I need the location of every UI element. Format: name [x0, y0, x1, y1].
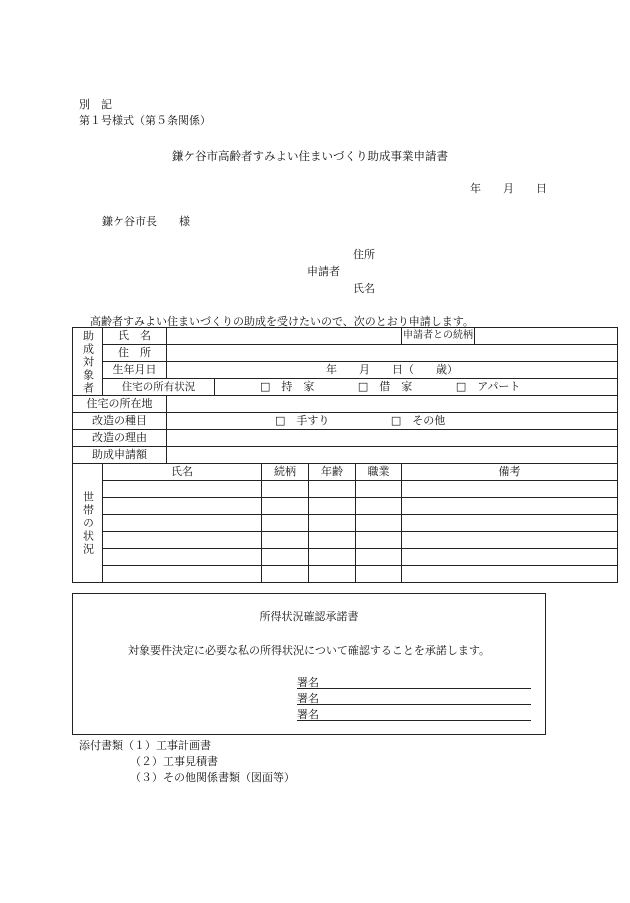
- table-row: [73, 549, 618, 566]
- relation-field[interactable]: [475, 328, 618, 345]
- household-col-relation: 続柄: [262, 464, 309, 481]
- table-row: [73, 515, 618, 532]
- location-label: 住宅の所在地: [73, 396, 167, 413]
- addressee: 鎌ケ谷市長 様: [102, 215, 190, 228]
- attachment-item-3: （３）その他関係書類（図面等）: [130, 771, 295, 784]
- form-number: 第１号様式（第５条関係）: [79, 114, 211, 127]
- birth-label: 生年月日: [103, 362, 167, 379]
- table-row: [73, 481, 618, 498]
- household-name-cell[interactable]: [103, 549, 262, 566]
- household-relation-cell[interactable]: [262, 549, 309, 566]
- target-name-row: [73, 328, 618, 345]
- household-job-cell[interactable]: [356, 515, 402, 532]
- household-remarks-cell[interactable]: [402, 481, 618, 498]
- amount-label: 助成申請額: [73, 447, 167, 464]
- household-remarks-cell[interactable]: [402, 498, 618, 515]
- reason-row: [73, 430, 618, 447]
- household-name-cell[interactable]: [103, 515, 262, 532]
- target-address-field[interactable]: [167, 345, 618, 362]
- apartment-checkbox[interactable]: □ アパート: [455, 380, 521, 393]
- target-name-field[interactable]: [167, 328, 402, 345]
- signature-label: 署名: [297, 708, 319, 721]
- household-relation-cell[interactable]: [262, 515, 309, 532]
- signature-line-3[interactable]: [297, 706, 531, 721]
- household-remarks-cell[interactable]: [402, 532, 618, 549]
- ownership-label: 住宅の所有状況: [103, 379, 215, 396]
- household-age-cell[interactable]: [309, 532, 356, 549]
- household-name-cell[interactable]: [103, 481, 262, 498]
- signature-label: 署名: [297, 676, 319, 689]
- household-header-row: [73, 464, 618, 481]
- reason-label: 改造の理由: [73, 430, 167, 447]
- table-row: [73, 566, 618, 583]
- amount-row: [73, 447, 618, 464]
- household-name-cell[interactable]: [103, 532, 262, 549]
- other-checkbox[interactable]: □ その他: [390, 414, 446, 427]
- consent-title: 所得状況確認承諾書: [259, 610, 359, 623]
- date-field: 年 月 日: [470, 182, 547, 195]
- target-address-row: [73, 345, 618, 362]
- reason-field[interactable]: [167, 430, 618, 447]
- table-row: [73, 532, 618, 549]
- household-job-cell[interactable]: [356, 498, 402, 515]
- betsuki-label: 別 記: [79, 98, 112, 111]
- household-relation-cell[interactable]: [262, 481, 309, 498]
- household-relation-cell[interactable]: [262, 566, 309, 583]
- household-col-name: 氏名: [103, 464, 262, 481]
- household-age-cell[interactable]: [309, 498, 356, 515]
- household-relation-cell[interactable]: [262, 498, 309, 515]
- household-job-cell[interactable]: [356, 566, 402, 583]
- household-group-label: 世帯の状況: [73, 464, 103, 583]
- signature-line-1[interactable]: [297, 674, 531, 689]
- intro-text: 高齢者すみよい住まいづくりの助成を受けたいので、次のとおり申請します。: [90, 315, 474, 328]
- consent-text: 対象要件決定に必要な私の所得状況について確認することを承諾します。: [128, 644, 490, 657]
- location-field[interactable]: [167, 396, 618, 413]
- handrail-checkbox[interactable]: □ 手すり: [275, 414, 330, 427]
- attachments-label: 添付書類（１）工事計画書: [79, 739, 211, 752]
- birth-value[interactable]: 年 月 日（ 歳）: [167, 362, 618, 379]
- applicant-address-label: 住所: [353, 248, 375, 261]
- signature-line-2[interactable]: [297, 690, 531, 705]
- type-options: [167, 413, 618, 430]
- applicant-label: 申請者: [307, 265, 340, 278]
- target-name-label: 氏 名: [103, 328, 167, 345]
- location-row: [73, 396, 618, 413]
- relation-label: 申請者との続柄: [402, 328, 475, 345]
- household-relation-cell[interactable]: [262, 532, 309, 549]
- household-age-cell[interactable]: [309, 481, 356, 498]
- target-address-label: 住 所: [103, 345, 167, 362]
- application-table: [72, 327, 618, 583]
- target-group-label: 助成対象者: [73, 328, 103, 396]
- attachment-item-2: （２）工事見積書: [130, 755, 218, 768]
- own-checkbox[interactable]: □ 持 家: [260, 380, 315, 393]
- household-job-cell[interactable]: [356, 481, 402, 498]
- document-title: 鎌ケ谷市高齢者すみよい住まいづくり助成事業申請書: [172, 149, 448, 163]
- household-col-job: 職業: [356, 464, 402, 481]
- rent-checkbox[interactable]: □ 借 家: [357, 380, 413, 393]
- ownership-row: [73, 379, 618, 396]
- amount-field[interactable]: [167, 447, 618, 464]
- household-job-cell[interactable]: [356, 532, 402, 549]
- household-col-remarks: 備考: [402, 464, 618, 481]
- birth-row: [73, 362, 618, 379]
- household-age-cell[interactable]: [309, 549, 356, 566]
- household-age-cell[interactable]: [309, 566, 356, 583]
- household-age-cell[interactable]: [309, 515, 356, 532]
- household-job-cell[interactable]: [356, 549, 402, 566]
- household-remarks-cell[interactable]: [402, 566, 618, 583]
- household-remarks-cell[interactable]: [402, 549, 618, 566]
- household-col-age: 年齢: [309, 464, 356, 481]
- applicant-name-label: 氏名: [353, 282, 375, 295]
- table-row: [73, 498, 618, 515]
- household-name-cell[interactable]: [103, 498, 262, 515]
- household-remarks-cell[interactable]: [402, 515, 618, 532]
- type-row: [73, 413, 618, 430]
- signature-label: 署名: [297, 692, 319, 705]
- household-name-cell[interactable]: [103, 566, 262, 583]
- ownership-options: [215, 379, 618, 396]
- type-label: 改造の種目: [73, 413, 167, 430]
- consent-box: [72, 593, 546, 735]
